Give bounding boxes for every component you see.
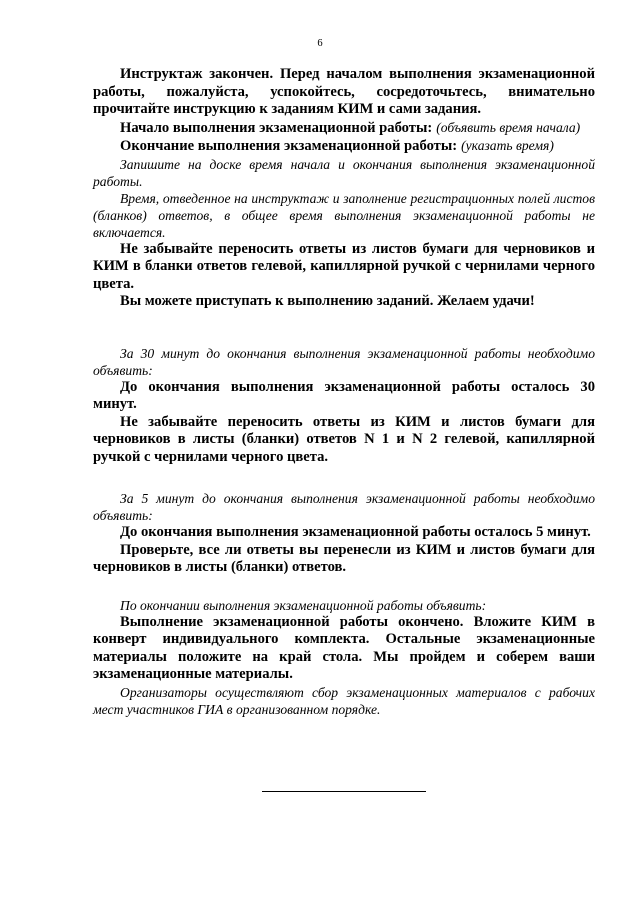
paragraph-5-min-left: До окончания выполнения экзаменационной работы осталось 5 минут.	[120, 524, 591, 540]
paragraph-end-time	[93, 137, 595, 156]
paragraph-end-note: По окончании выполнения экзаменационной работы объявить:	[120, 597, 487, 613]
paragraph-transfer-reminder: Не забывайте переносить ответы из КИМ и листов бумаги для черновиков в листы (бланки) ответов N 1 и N 2 гелевой, капиллярной ручкой с чернилами черного цвета.	[93, 413, 595, 465]
paragraph-start-time	[93, 119, 595, 138]
paragraph-30-min-left: До окончания выполнения экзаменационной работы осталось 30 минут.	[93, 378, 595, 412]
paragraph-work-finished: Выполнение экзаменационной работы окончено. Вложите КИМ в конверт индивидуального комплекта. Остальные экзаменационные материалы положите на край стола. Мы пройдем и соберем ваши экзаменационные материалы.	[93, 613, 595, 682]
paragraph-collect-materials: Организаторы осуществляют сбор экзаменационных материалов с рабочих мест участников ГИА в организованном порядке.	[93, 684, 595, 717]
end-time-note: (указать время)	[461, 138, 554, 153]
paragraph-5-min-note: За 5 минут до окончания выполнения экзаменационной работы необходимо объявить:	[93, 491, 595, 523]
start-time-note: (объявить время начала)	[436, 119, 581, 135]
paragraph-instruction-finished: Инструктаж закончен. Перед началом выполнения экзаменационной работы, пожалуйста, успокойтесь, сосредоточьтесь, внимательно прочитайте инструкцию к заданиям КИМ и сами задания.	[93, 66, 595, 117]
paragraph-check-answers: Проверьте, все ли ответы вы перенесли из КИМ и листов бумаги для черновиков в листы (бланки) ответов.	[93, 541, 595, 575]
start-time-announcement: Начало выполнения экзаменационной работы:	[120, 119, 433, 136]
horizontal-rule	[262, 791, 426, 792]
document-body	[93, 66, 595, 718]
paragraph-30-min-note: За 30 минут до окончания выполнения экзаменационной работы необходимо объявить:	[93, 345, 595, 378]
paragraph-write-on-board: Запишите на доске время начала и окончания выполнения экзаменационной работы.	[93, 156, 595, 189]
paragraph-time-not-included: Время, отведенное на инструктаж и заполнение регистрационных полей листов (бланков) ответов, в общее время выполнения экзаменационной работы не включается.	[93, 190, 595, 240]
paragraph-transfer-answers: Не забывайте переносить ответы из листов бумаги для черновиков и КИМ в бланки ответов гелевой, капиллярной ручкой с чернилами черного цвета.	[93, 240, 595, 292]
page-number: 6	[317, 38, 323, 49]
paragraph-good-luck: Вы можете приступать к выполнению заданий. Желаем удачи!	[120, 293, 535, 309]
end-time-announcement: Окончание выполнения экзаменационной работы:	[120, 138, 458, 154]
